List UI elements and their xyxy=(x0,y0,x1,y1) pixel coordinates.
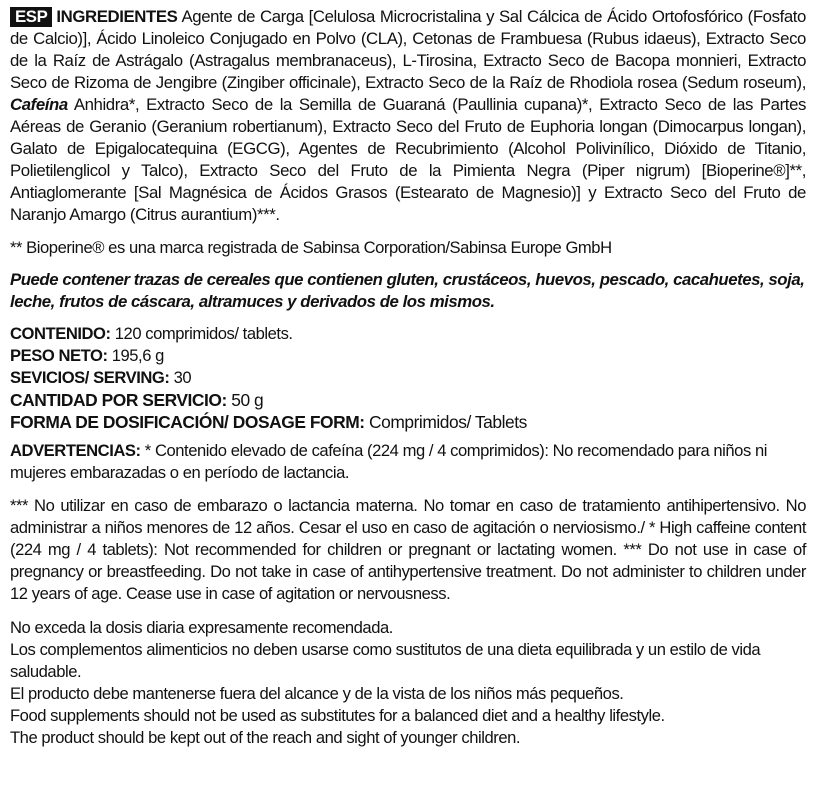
content-label: CONTENIDO: xyxy=(10,324,111,343)
ingredients-text-part1: Agente de Carga [Celulosa Microcristalina y Sal Cálcica de Ácido Ortofosfórico (Fosfato de Calcio)], Ácido Linoleico Conjugado en Polvo (CLA), Cetonas de Frambuesa (Rubus idaeus), Extracto Seco de la Raíz de Astrágalo (Astragalus membranaceus), L-Tirosina, Extracto Seco de Bacopa monnieri, Extracto Seco de Rizoma de Jengibre (Zingiber officinale), Extracto Seco de la Raíz de Rhodiola rosea (Sedum roseum), xyxy=(10,7,806,92)
dose-note: No exceda la dosis diaria expresamente recomendada. xyxy=(10,618,393,637)
allergen-warning: Puede contener trazas de cereales que contienen gluten, crustáceos, huevos, pescado, cacahuetes, soja, leche, frutos de cáscara, altramuces y derivados de los mismos. xyxy=(10,270,805,311)
warnings-paragraph xyxy=(10,440,806,484)
ingredients-text-part2: Anhidra*, Extracto Seco de la Semilla de Guaraná (Paullinia cupana)*, Extracto Seco de las Partes Aéreas de Geranio (Geranium robertianum), Extracto Seco del Fruto de Euphoria longan (Dimocarpus longan), Galato de Epigalocatequina (EGCG), Agentes de Recubrimiento (Alcohol Polivinílico, Dióxido de Titanio, Polietilenglicol y Talco), Extracto Seco del Fruto de la Pimienta Negra (Piper nigrum) [Bioperine®]**, Antiaglomerante [Sal Magnésica de Ácidos Grasos (Estearato de Magnesio)] y Extracto Seco del Fruto de Naranjo Amargo (Citrus aurantium)***. xyxy=(10,95,806,224)
language-tag: ESP xyxy=(10,7,52,27)
children-note-en: The product should be kept out of the reach and sight of younger children. xyxy=(10,728,521,747)
per-serving-label: CANTIDAD POR SERVICIO: xyxy=(10,390,227,410)
diet-note-es: Los complementos alimenticios no deben usarse como sustitutos de una dieta equilibrada y un estilo de vida saludable. xyxy=(10,640,761,681)
servings-value: 30 xyxy=(173,368,192,387)
triple-asterisk-warning: *** No utilizar en caso de embarazo o lactancia materna. No tomar en caso de tratamiento antihipertensivo. No administrar a niños menores de 12 años. Cesar el uso en caso de agitación o nerviosismo./ * High caffeine content (224 mg / 4 tablets): Not recommended for children or pregnant or lactating women. *** Do not use in case of pregnancy or breastfeeding. Do not take in case of antihypertensive treatment. Do not administer to children under 12 years of age. Cease use in case of agitation or nervousness. xyxy=(10,496,806,603)
spec-net-weight xyxy=(10,345,806,367)
servings-label: SEVICIOS/ SERVING: xyxy=(10,368,170,387)
dosage-form-label: FORMA DE DOSIFICACIÓN/ DOSAGE FORM: xyxy=(10,412,365,432)
ingredients-heading: INGREDIENTES xyxy=(56,7,178,26)
caffeine-label: Cafeína xyxy=(10,95,68,114)
spec-servings xyxy=(10,367,806,389)
trademark-note: ** Bioperine® es una marca registrada de Sabinsa Corporation/Sabinsa Europe GmbH xyxy=(10,238,612,257)
ingredients-paragraph xyxy=(10,6,806,226)
diet-note-en: Food supplements should not be used as substitutes for a balanced diet and a healthy lifestyle. xyxy=(10,706,665,725)
spec-per-serving xyxy=(10,389,806,411)
product-specs xyxy=(10,323,806,433)
warnings-label: ADVERTENCIAS: xyxy=(10,441,141,460)
final-notes xyxy=(10,617,806,749)
label-text xyxy=(10,6,806,749)
net-weight-label: PESO NETO: xyxy=(10,346,108,365)
spec-dosage-form xyxy=(10,411,806,433)
dosage-form-value: Comprimidos/ Tablets xyxy=(369,412,527,432)
per-serving-value: 50 g xyxy=(231,390,264,410)
spec-content xyxy=(10,323,806,345)
warnings-text: * Contenido elevado de cafeína (224 mg / 4 comprimidos): No recomendado para niños ni mujeres embarazadas o en período de lactancia. xyxy=(10,441,767,482)
content-value: 120 comprimidos/ tablets. xyxy=(114,324,293,343)
net-weight-value: 195,6 g xyxy=(111,346,164,365)
children-note-es: El producto debe mantenerse fuera del alcance y de la vista de los niños más pequeños. xyxy=(10,684,624,703)
